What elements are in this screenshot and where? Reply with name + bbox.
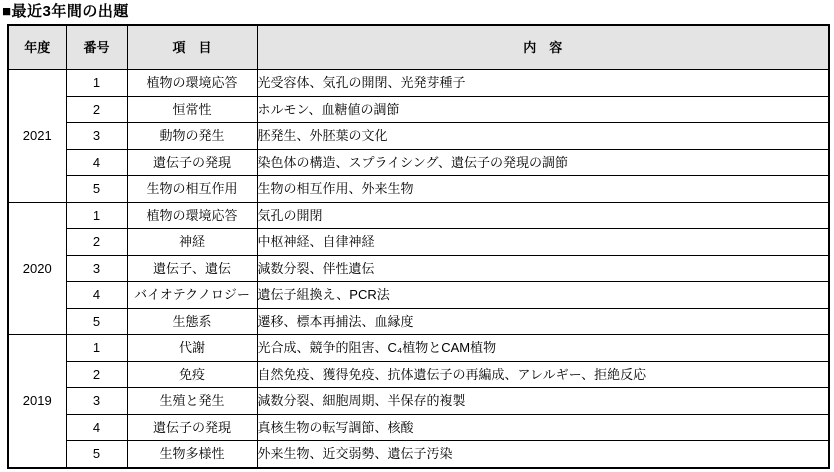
content-cell: 中枢神経、自律神経 bbox=[257, 229, 829, 256]
number-cell: 2 bbox=[66, 229, 127, 256]
col-header-item: 項 目 bbox=[127, 25, 257, 70]
number-cell: 1 bbox=[66, 202, 127, 229]
item-cell: 生物多様性 bbox=[127, 441, 257, 468]
item-cell: 動物の発生 bbox=[127, 123, 257, 150]
content-cell: 染色体の構造、スプライシング、遺伝子の発現の調節 bbox=[257, 149, 829, 176]
content-cell: 自然免疫、獲得免疫、抗体遺伝子の再編成、アレルギー、拒絶反応 bbox=[257, 361, 829, 388]
item-cell: 遺伝子の発現 bbox=[127, 414, 257, 441]
table-row bbox=[8, 335, 829, 362]
item-cell: バイオテクノロジー bbox=[127, 282, 257, 309]
table-body bbox=[8, 70, 829, 468]
table-row bbox=[8, 361, 829, 388]
table-row bbox=[8, 176, 829, 203]
number-cell: 3 bbox=[66, 255, 127, 282]
table-row bbox=[8, 282, 829, 309]
item-cell: 植物の環境応答 bbox=[127, 202, 257, 229]
table-row bbox=[8, 388, 829, 415]
table-row bbox=[8, 202, 829, 229]
content-cell: 外来生物、近交弱勢、遺伝子汚染 bbox=[257, 441, 829, 468]
number-cell: 2 bbox=[66, 361, 127, 388]
content-cell: 減数分裂、細胞周期、半保存的複製 bbox=[257, 388, 829, 415]
item-cell: 生態系 bbox=[127, 308, 257, 335]
number-cell: 1 bbox=[66, 335, 127, 362]
item-cell: 生物の相互作用 bbox=[127, 176, 257, 203]
content-cell: ホルモン、血糖値の調節 bbox=[257, 96, 829, 123]
col-header-year: 年度 bbox=[8, 25, 66, 70]
number-cell: 4 bbox=[66, 282, 127, 309]
number-cell: 4 bbox=[66, 149, 127, 176]
item-cell: 生殖と発生 bbox=[127, 388, 257, 415]
number-cell: 2 bbox=[66, 96, 127, 123]
content-cell: 減数分裂、伴性遺伝 bbox=[257, 255, 829, 282]
content-cell: 生物の相互作用、外来生物 bbox=[257, 176, 829, 203]
exam-history-table bbox=[7, 24, 830, 469]
year-cell: 2019 bbox=[8, 335, 66, 468]
item-cell: 代謝 bbox=[127, 335, 257, 362]
content-cell: 光合成、競争的阻害、C₄植物とCAM植物 bbox=[257, 335, 829, 362]
content-cell: 真核生物の転写調節、核酸 bbox=[257, 414, 829, 441]
number-cell: 5 bbox=[66, 441, 127, 468]
content-cell: 光受容体、気孔の開閉、光発芽種子 bbox=[257, 70, 829, 97]
col-header-content: 内 容 bbox=[257, 25, 829, 70]
table-row bbox=[8, 308, 829, 335]
table-row bbox=[8, 414, 829, 441]
year-cell: 2020 bbox=[8, 202, 66, 335]
col-header-number: 番号 bbox=[66, 25, 127, 70]
table-row bbox=[8, 96, 829, 123]
content-cell: 気孔の開閉 bbox=[257, 202, 829, 229]
number-cell: 3 bbox=[66, 123, 127, 150]
content-cell: 胚発生、外胚葉の文化 bbox=[257, 123, 829, 150]
year-cell: 2021 bbox=[8, 70, 66, 203]
content-cell: 遺伝子組換え、PCR法 bbox=[257, 282, 829, 309]
item-cell: 遺伝子の発現 bbox=[127, 149, 257, 176]
number-cell: 4 bbox=[66, 414, 127, 441]
table-row bbox=[8, 441, 829, 468]
item-cell: 植物の環境応答 bbox=[127, 70, 257, 97]
page-title: ■最近3年間の出題 bbox=[2, 3, 129, 20]
item-cell: 恒常性 bbox=[127, 96, 257, 123]
table-row bbox=[8, 70, 829, 97]
table-row bbox=[8, 229, 829, 256]
header-row bbox=[8, 25, 829, 70]
table-row bbox=[8, 255, 829, 282]
table-row bbox=[8, 123, 829, 150]
number-cell: 3 bbox=[66, 388, 127, 415]
number-cell: 5 bbox=[66, 176, 127, 203]
item-cell: 遺伝子、遺伝 bbox=[127, 255, 257, 282]
table-row bbox=[8, 149, 829, 176]
item-cell: 神経 bbox=[127, 229, 257, 256]
content-cell: 遷移、標本再捕法、血縁度 bbox=[257, 308, 829, 335]
number-cell: 1 bbox=[66, 70, 127, 97]
number-cell: 5 bbox=[66, 308, 127, 335]
item-cell: 免疫 bbox=[127, 361, 257, 388]
table-header bbox=[8, 25, 829, 70]
